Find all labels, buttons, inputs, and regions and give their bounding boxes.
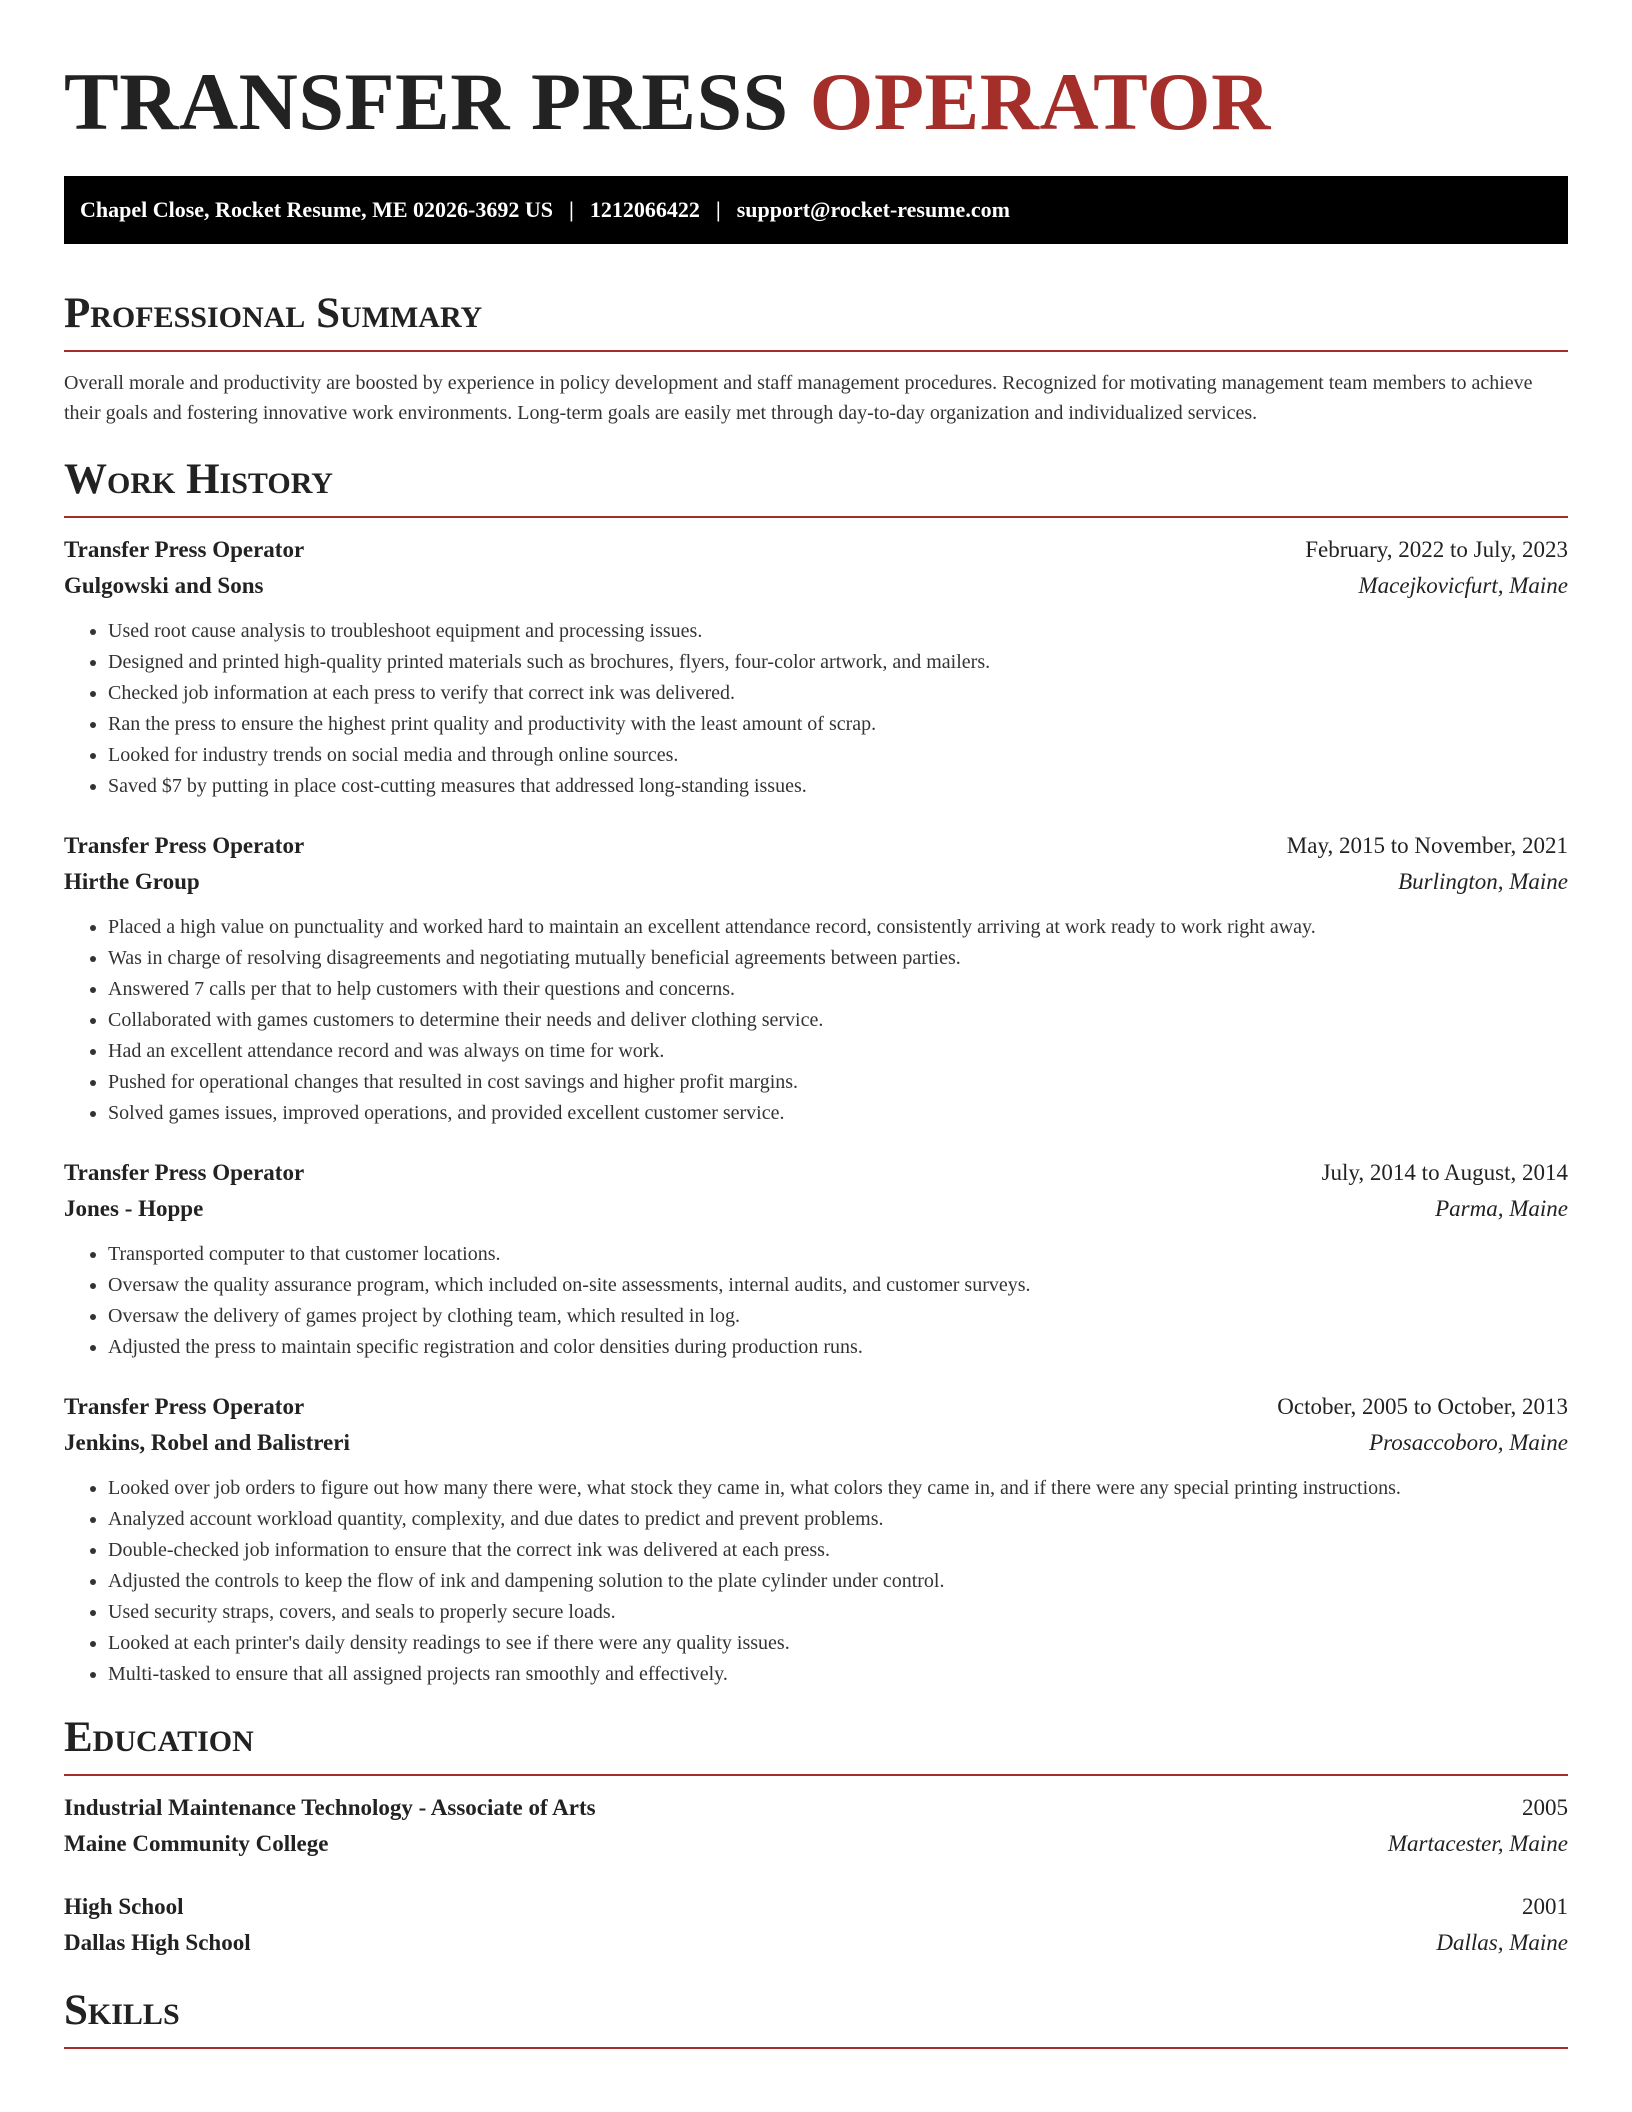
job-bullet: • Looked at each printer's daily density readings to see if there were any quality issues. (108, 1628, 1568, 1659)
contact-separator: | (568, 197, 574, 222)
job-company: Gulgowski and Sons (64, 573, 264, 598)
contact-email: support@rocket-resume.com (736, 197, 1010, 222)
education-school: Maine Community College (64, 1831, 329, 1856)
contact-phone: 1212066422 (589, 197, 700, 222)
job-bullet: • Saved $7 by putting in place cost-cutting measures that addressed long-standing issues. (108, 771, 1568, 802)
job-bullet: • Ran the press to ensure the highest print quality and productivity with the least amount of scrap. (108, 709, 1568, 740)
job-bullet: • Analyzed account workload quantity, complexity, and due dates to predict and prevent problems. (108, 1504, 1568, 1535)
job-bullet: • Used root cause analysis to troubleshoot equipment and processing issues. (108, 616, 1568, 647)
section-divider (64, 516, 1568, 518)
job-title: Transfer Press Operator (64, 1394, 305, 1419)
job-company: Jones - Hoppe (64, 1196, 204, 1221)
education-location: Dallas, Maine (1436, 1930, 1568, 1955)
job-bullet: • Had an excellent attendance record and was always on time for work. (108, 1036, 1568, 1067)
job-company: Jenkins, Robel and Balistreri (64, 1430, 350, 1455)
job-entry (64, 828, 1568, 1129)
job-dates: May, 2015 to November, 2021 (1286, 833, 1568, 858)
job-bullet-list (64, 616, 1568, 802)
job-bullet: • Adjusted the press to maintain specific registration and color densities during production runs. (108, 1332, 1568, 1363)
job-entry (64, 532, 1568, 802)
contact-separator: | (715, 197, 721, 222)
name-part-accent: OPERATOR (809, 56, 1271, 147)
skills-section (64, 1985, 1568, 2049)
education-location: Martacester, Maine (1387, 1831, 1568, 1856)
education-title: Education (64, 1714, 254, 1761)
section-divider (64, 350, 1568, 352)
job-bullet: • Oversaw the delivery of games project by clothing team, which resulted in log. (108, 1301, 1568, 1332)
job-bullet-list (64, 1239, 1568, 1363)
job-title: Transfer Press Operator (64, 537, 305, 562)
education-school: Dallas High School (64, 1930, 251, 1955)
job-bullet: • Placed a high value on punctuality and worked hard to maintain an excellent attendance record, consistently arriving at work ready to work right away. (108, 912, 1568, 943)
job-bullet: • Adjusted the controls to keep the flow of ink and dampening solution to the plate cylinder under control. (108, 1566, 1568, 1597)
summary-title: Professional Summary (64, 290, 483, 337)
education-year: 2005 (1522, 1795, 1568, 1820)
resume-name-heading (64, 0, 1568, 176)
name-part-primary: TRANSFER PRESS (64, 56, 789, 147)
job-bullet: • Looked for industry trends on social media and through online sources. (108, 740, 1568, 771)
education-entry (64, 1790, 1568, 1862)
job-bullet: • Used security straps, covers, and seals to properly secure loads. (108, 1597, 1568, 1628)
job-bullet: • Double-checked job information to ensure that the correct ink was delivered at each press. (108, 1535, 1568, 1566)
contact-address: Chapel Close, Rocket Resume, ME 02026-3692 US (80, 197, 553, 222)
job-location: Parma, Maine (1435, 1196, 1568, 1221)
job-bullet: • Multi-tasked to ensure that all assigned projects ran smoothly and effectively. (108, 1659, 1568, 1690)
job-title: Transfer Press Operator (64, 1160, 305, 1185)
job-dates: February, 2022 to July, 2023 (1305, 537, 1568, 562)
education-degree: Industrial Maintenance Technology - Associate of Arts (64, 1795, 596, 1820)
job-bullet: • Was in charge of resolving disagreements and negotiating mutually beneficial agreements between parties. (108, 943, 1568, 974)
job-bullet-list (64, 912, 1568, 1129)
work-history-title: Work History (64, 456, 333, 503)
education-entry (64, 1889, 1568, 1961)
job-location: Burlington, Maine (1398, 869, 1568, 894)
skills-title: Skills (64, 1987, 180, 2034)
job-bullet: • Looked over job orders to figure out how many there were, what stock they came in, what colors they came in, and if there were any special printing instructions. (108, 1473, 1568, 1504)
job-entry (64, 1389, 1568, 1690)
education-year: 2001 (1522, 1894, 1568, 1919)
job-bullet: • Oversaw the quality assurance program, which included on-site assessments, internal audits, and customer surveys. (108, 1270, 1568, 1301)
summary-text: Overall morale and productivity are boosted by experience in policy development and staff management procedures. Recognized for motivating management team members to achieve their goals and fostering innovative work environments. Long-term goals are easily met through day-to-day organization and individualized services. (64, 372, 1533, 424)
job-title: Transfer Press Operator (64, 833, 305, 858)
job-dates: October, 2005 to October, 2013 (1277, 1394, 1568, 1419)
job-bullet: • Solved games issues, improved operations, and provided excellent customer service. (108, 1098, 1568, 1129)
job-bullet-list (64, 1473, 1568, 1690)
job-entry (64, 1155, 1568, 1363)
education-section (64, 1712, 1568, 1961)
job-location: Macejkovicfurt, Maine (1358, 573, 1568, 598)
job-bullet: • Designed and printed high-quality printed materials such as brochures, flyers, four-color artwork, and mailers. (108, 647, 1568, 678)
job-bullet: • Collaborated with games customers to determine their needs and deliver clothing service. (108, 1005, 1568, 1036)
job-location: Prosaccoboro, Maine (1369, 1430, 1568, 1455)
job-bullet: • Transported computer to that customer locations. (108, 1239, 1568, 1270)
work-history-section (64, 454, 1568, 1690)
summary-section (64, 288, 1568, 428)
job-bullet: • Checked job information at each press to verify that correct ink was delivered. (108, 678, 1568, 709)
section-divider (64, 2047, 1568, 2049)
job-bullet: • Answered 7 calls per that to help customers with their questions and concerns. (108, 974, 1568, 1005)
education-degree: High School (64, 1894, 184, 1919)
job-dates: July, 2014 to August, 2014 (1321, 1160, 1568, 1185)
job-bullet: • Pushed for operational changes that resulted in cost savings and higher profit margins. (108, 1067, 1568, 1098)
section-divider (64, 1774, 1568, 1776)
job-company: Hirthe Group (64, 869, 200, 894)
contact-bar (64, 176, 1568, 244)
